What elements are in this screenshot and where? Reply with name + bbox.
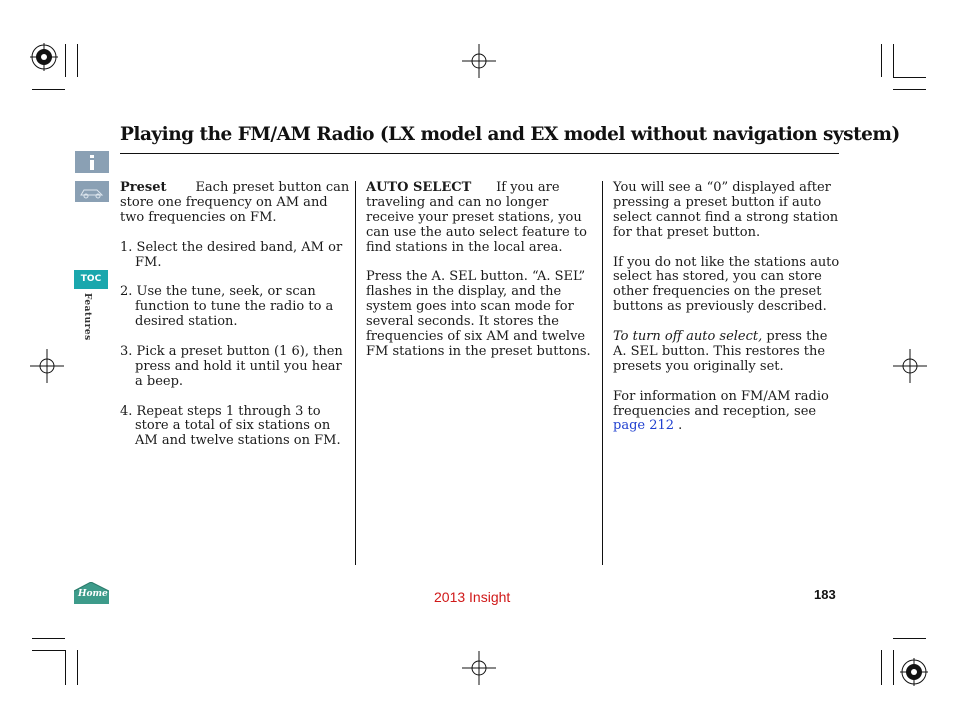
auto-select-heading: AUTO SELECT [366, 180, 472, 195]
crop-mark [893, 89, 926, 90]
home-button[interactable] [74, 582, 109, 604]
step-1: 1. Select the desired band, AM or FM. [120, 239, 343, 270]
step-4: 4. Repeat steps 1 through 3 to store a total of six stations on AM and twelve stations on FM. [120, 403, 341, 449]
step-3: 3. Pick a preset button (1 6), then press and hold it until you hear a beep. [120, 343, 343, 389]
column-divider [355, 181, 356, 565]
column-notes [613, 181, 843, 449]
crosshair-icon [893, 349, 927, 383]
crosshair-icon [462, 651, 496, 685]
crop-mark [32, 638, 65, 639]
car-icon[interactable] [75, 181, 109, 202]
crop-mark [77, 650, 78, 685]
crop-mark [881, 44, 882, 77]
page-title: Playing the FM/AM Radio (LX model and EX model without navigation system) [120, 124, 900, 145]
info-text: For information on FM/AM radio frequencies and reception, see [613, 388, 829, 419]
info-icon[interactable] [75, 151, 109, 173]
info-end: . [674, 418, 683, 434]
crosshair-icon [462, 44, 496, 78]
crop-mark [32, 650, 65, 651]
note-zero-display: You will see a “0” displayed after pressing a preset button if auto select cannot find a strong station for that preset button. [613, 180, 839, 240]
page-link[interactable]: page 212 [613, 418, 675, 434]
page-number: 183 [814, 587, 836, 602]
auto-select-para: Press the A. SEL button. “A. SEL” flashes in the display, and the system goes into scan mode for several seconds. It stores the frequencies of six AM and twelve FM stations in the preset buttons. [366, 269, 591, 359]
preset-heading: Preset [120, 180, 167, 195]
crop-mark [893, 44, 894, 77]
toc-button[interactable]: TOC [74, 270, 108, 289]
crop-mark [32, 89, 65, 90]
preset-intro: Each preset button can store one frequency on AM and two frequencies on FM. [120, 180, 350, 225]
auto-select-intro: If you are traveling and can no longer receive your preset stations, you can use the auto select feature to find stations in the local area. [366, 180, 587, 255]
title-rule [120, 153, 839, 154]
turn-off-heading: To turn off auto select, [613, 329, 763, 345]
registration-target-icon [30, 43, 58, 71]
home-label: Home [78, 589, 108, 599]
note-store-other: If you do not like the stations auto select has stored, you can store other frequencies on the preset buttons as previously described. [613, 254, 840, 315]
crop-mark [65, 650, 66, 685]
crosshair-icon [30, 349, 64, 383]
section-label: Features [82, 293, 92, 341]
footer-title: 2013 Insight [434, 589, 511, 605]
step-2: 2. Use the tune, seek, or scan function to tune the radio to a desired station. [120, 284, 334, 330]
crop-mark [893, 650, 894, 685]
turn-off-text: press the A. SEL button. This restores the presets you originally set. [613, 329, 828, 374]
crop-mark [65, 44, 66, 77]
column-preset [120, 181, 352, 464]
crop-mark [77, 44, 78, 77]
registration-target-icon [900, 658, 928, 686]
crop-mark [881, 650, 882, 685]
column-auto-select [366, 181, 596, 375]
column-divider [602, 181, 603, 565]
crop-mark [893, 638, 926, 639]
crop-mark [893, 77, 926, 78]
